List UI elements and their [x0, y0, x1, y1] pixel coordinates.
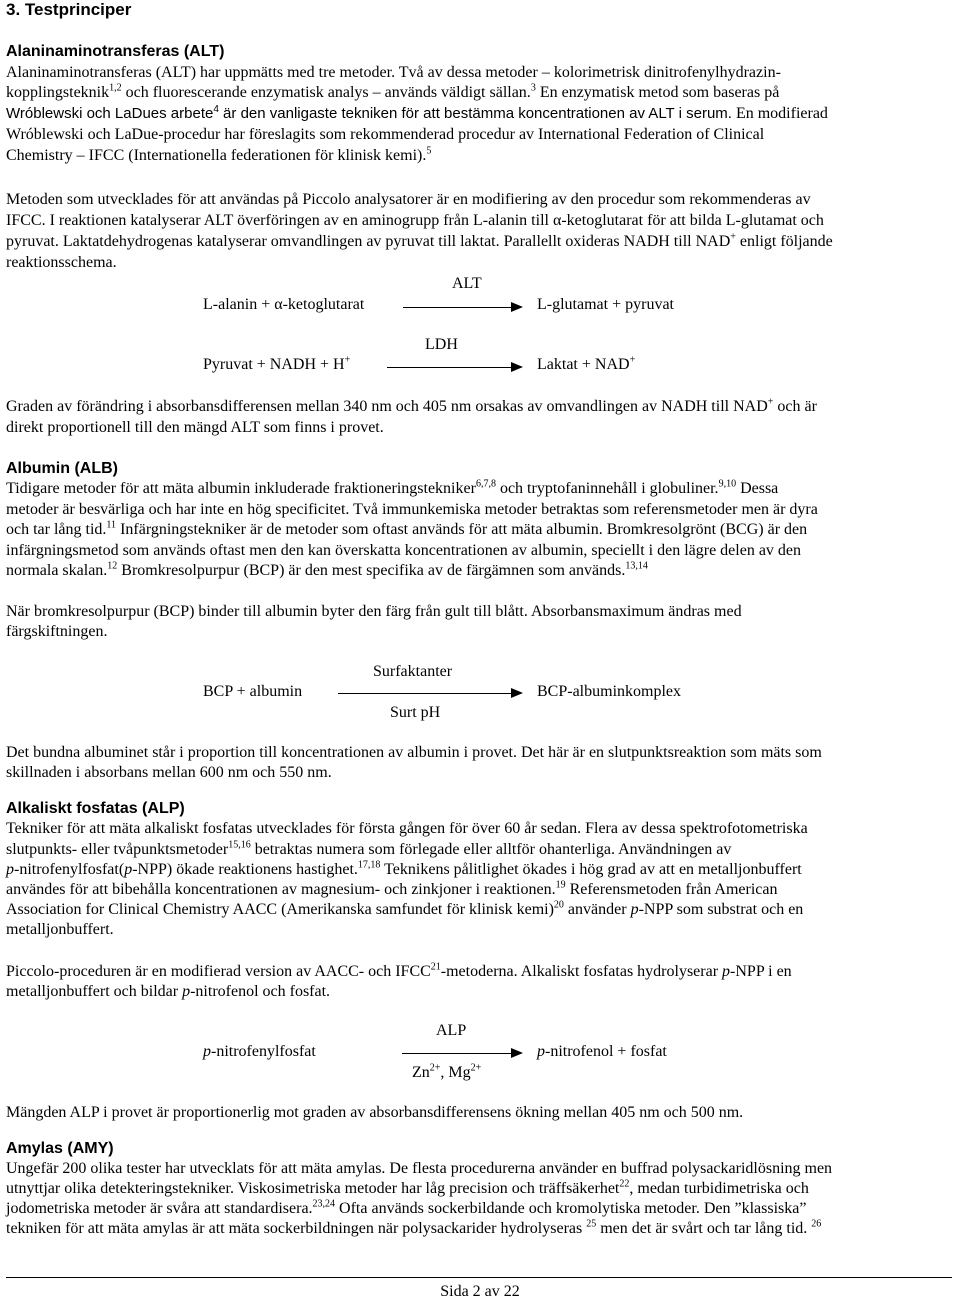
alb-line-5: normala skalan.$^{12}$ Bromkresolpurpur (BCP) är den mest specifika av de färgämnen som används.$^{13,14}$ — [6, 560, 648, 579]
amy-line-3: jodometriska metoder är svåra att standardisera.$^{23,24}$ Ofta används sockerbildande och kromolytiska metoder. Den ”klassiska” — [6, 1198, 807, 1217]
reaction-alt-enzyme: ALT — [452, 275, 482, 292]
alt-p2-line-3: pyruvat. Laktatdehydrogenas katalyserar omvandlingen av pyruvat till laktat. Parallellt oxideras NADH till NAD+ enligt följande — [6, 231, 833, 250]
reaction-alp-right: p-nitrofenol + fosfat — [537, 1043, 667, 1060]
alp-line-2: slutpunkts- eller tvåpunktsmetoder$^{15,16}$ betraktas numera som förlegade eller alltför ohanterliga. Användningen av — [6, 839, 732, 858]
alp-line-1: Tekniker för att mäta alkaliskt fosfatas utvecklades för första gången för över 60 år sedan. Flera av dessa spektrofotometriska — [6, 820, 808, 837]
reaction-arrow — [338, 693, 521, 694]
reaction-alp-below: $Zn^{2+}$, $Mg^{2+}$ — [412, 1062, 482, 1081]
reaction-alb-above: Surfaktanter — [373, 663, 453, 680]
amy-line-4: tekniken för att mäta amylas är att mäta sockerbildningen när polysackarider hydrolyseras $^{25}$ men det är svårt och tar lång tid. $^{26}$ — [6, 1218, 822, 1237]
reaction-ldh-enzyme: LDH — [425, 336, 458, 353]
reaction-alb-right: BCP-albuminkomplex — [537, 683, 681, 700]
alp-p2-line-2: metalljonbuffert och bildar p-nitrofenol och fosfat. — [6, 983, 331, 1000]
alb-line-2: metoder är besvärliga och har inte en hög specificitet. Två immunkemiska metoder betraktas som referensmetoder men är dyra — [6, 501, 818, 518]
alt-p3-line-2: direkt proportionell till den mängd ALT som finns i provet. — [6, 419, 384, 436]
alb-title: Albumin (ALB) — [6, 460, 118, 477]
alp-line-6: metalljonbuffert. — [6, 921, 114, 938]
alp-line-5: Association for Clinical Chemistry AACC (Amerikanska samfundet för klinisk kemi)$^{20}$ använder p-NPP som substrat och en — [6, 899, 804, 918]
alp-line-4: användes för att bibehålla koncentrationen av magnesium- och zinkjoner i reaktionen.$^{19}$ Referensmetoden från American — [6, 879, 778, 898]
alp-title: Alkaliskt fosfatas (ALP) — [6, 800, 185, 817]
reaction-arrow — [387, 367, 521, 368]
alt-p2-line-1: Metoden som utvecklades för att användas på Piccolo analysatorer är en modifiering av den procedur som rekommenderas av — [6, 191, 811, 208]
alb-p2-line-2: färgskiftningen. — [6, 623, 108, 640]
alp-p2-line-1: Piccolo-proceduren är en modifierad version av AACC- och IFCC$^{21}$-metoderna. Alkaliskt fosfatas hydrolyserar p-NPP i en — [6, 961, 792, 980]
reaction-arrow — [403, 307, 521, 308]
reaction-alb-left: BCP + albumin — [203, 683, 303, 700]
amy-line-2: utnyttjar olika detekteringstekniker. Viskosimetriska metoder har låg precision och träffsäkerhet$^{22}$, medan turbidimetriska och — [6, 1178, 809, 1197]
reaction-arrow — [402, 1053, 521, 1054]
reaction-alt-right: L-glutamat + pyruvat — [537, 296, 674, 313]
alb-line-1: Tidigare metoder för att mäta albumin inkluderade fraktioneringstekniker$^{6,7,8}$ och tryptofaninnehåll i globuliner.$^{9,10}$ Dessa — [6, 478, 779, 497]
alt-line-4: Wróblewski och LaDue-procedur har föreslagits som rekommenderad procedur av International Federation of Clinical — [6, 126, 765, 143]
alb-p2-line-1: När bromkresolpurpur (BCP) binder till albumin byter den färg från gult till blått. Absorbansmaximum ändras med — [6, 603, 742, 620]
alt-line-2: kopplingsteknik$^{1,2}$ och fluorescerande enzymatisk analys – används väldigt sällan.$^3$ En enzymatisk metod som baseras på — [6, 82, 780, 101]
alt-title: Alaninaminotransferas (ALT) — [6, 43, 225, 60]
alb-p3-line-1: Det bundna albuminet står i proportion till koncentrationen av albumin i provet. Det här är en slutpunktsreaktion som mäts som — [6, 744, 822, 761]
alt-p2-line-4: reaktionsschema. — [6, 254, 117, 271]
alb-line-3: och tar lång tid.$^{11}$ Infärgningstekniker är de metoder som oftast används för att mäta albumin. Bromkresolgrönt (BCG) är den — [6, 519, 808, 538]
amy-title: Amylas (AMY) — [6, 1140, 114, 1157]
alp-line-3: p-nitrofenylfosfat(p-NPP) ökade reaktionens hastighet.$^{17,18}$ Teknikens pålitlighet ökades i hög grad av att en metalljonbuffert — [6, 859, 802, 878]
reaction-alp-above: ALP — [436, 1022, 467, 1039]
alb-line-4: infärgningsmetod som används oftast men den kan överskatta koncentrationen av albumin, speciellt i den lägre delen av den — [6, 542, 802, 559]
alt-line-3: Wróblewski och LaDues arbete$^4$ är den vanligaste tekniken för att bestämma koncentrationen av ALT i serum. En modifierad — [6, 104, 828, 122]
alt-line-5: Chemistry – IFCC (Internationella federationen för klinisk kemi).$^5$ — [6, 145, 432, 164]
alb-p3-line-2: skillnaden i absorbans mellan 600 nm och 550 nm. — [6, 764, 332, 781]
alp-p3: Mängden ALP i provet är proportionerlig mot graden av absorbansdifferensens ökning mellan 405 nm och 500 nm. — [6, 1104, 744, 1121]
reaction-alt-left: L-alanin + α-ketoglutarat — [203, 296, 365, 313]
alt-p3-line-1: Graden av förändring i absorbansdifferensen mellan 340 nm och 405 nm orsakas av omvandlingen av NADH till NAD+ och är — [6, 396, 817, 415]
page-number: Sida 2 av 22 — [440, 1283, 520, 1300]
footer-rule — [6, 1277, 952, 1278]
alt-p2-line-2: IFCC. I reaktionen katalyserar ALT överföringen av en aminogrupp från L-alanin till α-ketoglutarat för att bilda L-glutamat och — [6, 212, 824, 229]
alt-line-1: Alaninaminotransferas (ALT) har uppmätts med tre metoder. Två av dessa metoder – kolorimetrisk dinitrofenylhydrazin- — [6, 64, 781, 81]
reaction-ldh-right: Laktat + NAD+ — [537, 354, 636, 373]
reaction-ldh-left: Pyruvat + NADH + H+ — [203, 354, 351, 373]
section-heading: 3. Testprinciper — [6, 0, 132, 19]
reaction-alp-left: p-nitrofenylfosfat — [203, 1043, 316, 1060]
reaction-alb-below: Surt pH — [390, 704, 441, 721]
amy-line-1: Ungefär 200 olika tester har utvecklats för att mäta amylas. De flesta procedurerna använder en buffrad polysackaridlösning men — [6, 1160, 833, 1177]
